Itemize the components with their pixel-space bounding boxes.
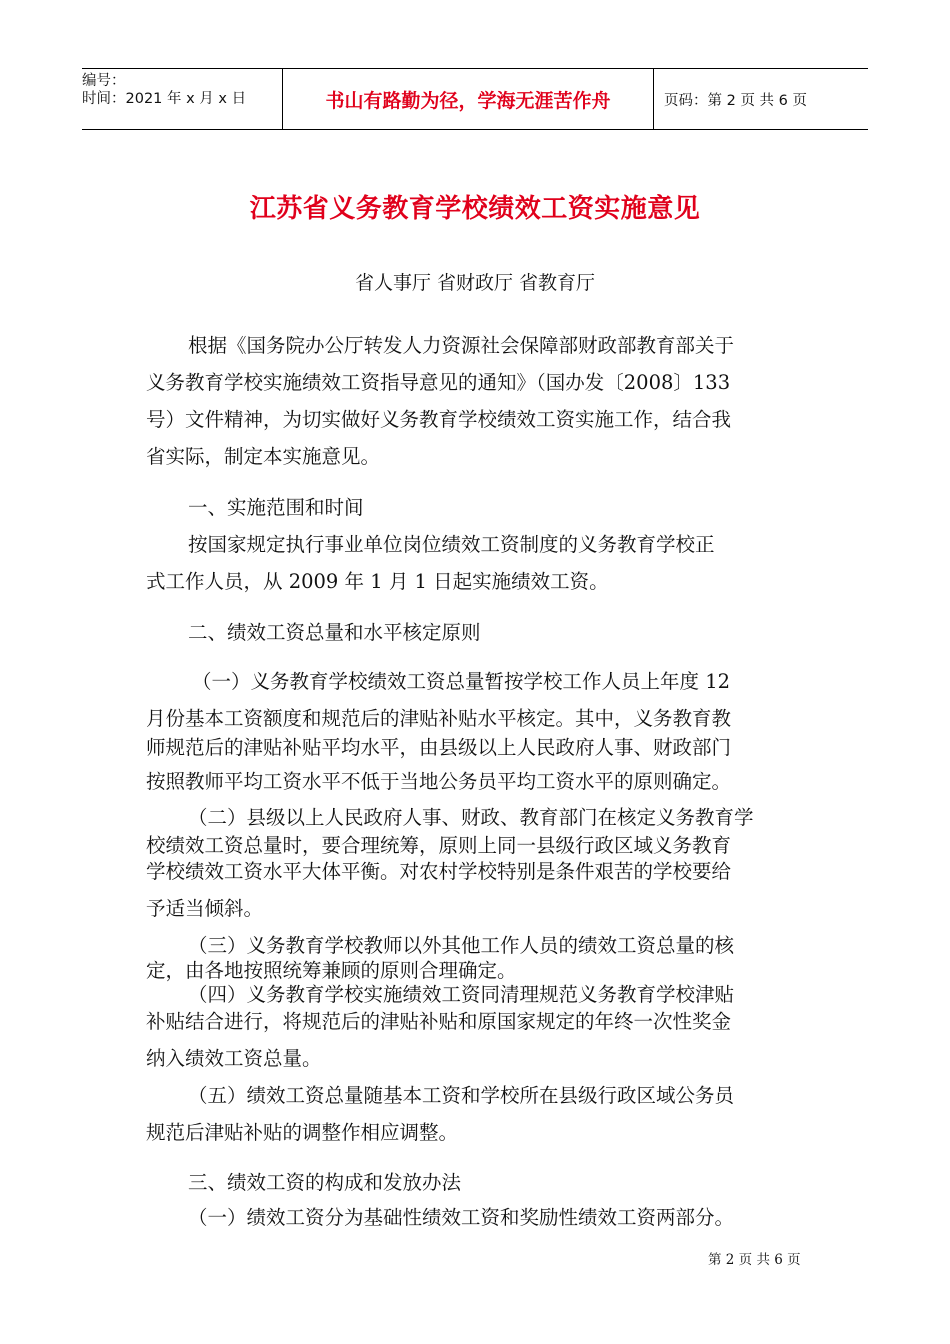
section-heading: 一、实施范围和时间 — [188, 496, 364, 519]
header-table — [82, 68, 868, 130]
paragraph-line: （四）义务教育学校实施绩效工资同清理规范义务教育学校津贴 — [188, 983, 735, 1006]
paragraph-line: 按国家规定执行事业单位岗位绩效工资制度的义务教育学校正 — [188, 533, 715, 556]
number-label: 编号： — [82, 73, 126, 89]
paragraph-line: 式工作人员，从 2009 年 1 月 1 日起实施绩效工资。 — [146, 570, 609, 593]
paragraph-line: 纳入绩效工资总量。 — [146, 1047, 322, 1070]
paragraph-line: （五）绩效工资总量随基本工资和学校所在县级行政区域公务员 — [188, 1084, 735, 1107]
document-issuers: 省人事厅 省财政厅 省教育厅 — [354, 272, 596, 294]
paragraph-line: 省实际，制定本实施意见。 — [146, 445, 381, 468]
section-heading: 三、绩效工资的构成和发放办法 — [188, 1171, 462, 1194]
paragraph-line: 予适当倾斜。 — [146, 897, 264, 920]
paragraph-line: （二）县级以上人民政府人事、财政、教育部门在核定义务教育学 — [188, 806, 754, 829]
paragraph-line: 定，由各地按照统筹兼顾的原则合理确定。 — [146, 959, 517, 982]
paragraph-line: （一）义务教育学校绩效工资总量暂按学校工作人员上年度 12 — [192, 670, 731, 693]
paragraph-line: 按照教师平均工资水平不低于当地公务员平均工资水平的原则确定。 — [146, 770, 732, 793]
header-left-cell — [82, 69, 282, 129]
paragraph-line: 校绩效工资总量时，要合理统筹，原则上同一县级行政区域义务教育 — [146, 834, 732, 857]
paragraph-line: 义务教育学校实施绩效工资指导意见的通知》（国办发〔2008〕133 — [146, 371, 731, 394]
paragraph-line: 月份基本工资额度和规范后的津贴补贴水平核定。其中，义务教育教 — [146, 707, 732, 730]
paragraph-line: 根据《国务院办公厅转发人力资源社会保障部财政部教育部关于 — [188, 334, 735, 357]
paragraph-line: 师规范后的津贴补贴平均水平，由县级以上人民政府人事、财政部门 — [146, 736, 732, 759]
paragraph-line: （三）义务教育学校教师以外其他工作人员的绩效工资总量的核 — [188, 934, 735, 957]
document-title: 江苏省义务教育学校绩效工资实施意见 — [249, 194, 701, 224]
paragraph-line: （一）绩效工资分为基础性绩效工资和奖励性绩效工资两部分。 — [188, 1206, 735, 1229]
motto: 书山有路勤为径，学海无涯苦作舟 — [282, 69, 654, 129]
paragraph-line: 号）文件精神，为切实做好义务教育学校绩效工资实施工作，结合我 — [146, 408, 732, 431]
paragraph-line: 规范后津贴补贴的调整作相应调整。 — [146, 1121, 459, 1144]
time-label: 时间：2021 年 x 月 x 日 — [82, 91, 247, 107]
page-footer: 第 2 页 共 6 页 — [708, 1252, 801, 1268]
paragraph-line: 补贴结合进行，将规范后的津贴补贴和原国家规定的年终一次性奖金 — [146, 1010, 732, 1033]
page-label: 页码：第 2 页 共 6 页 — [664, 92, 807, 109]
section-heading: 二、绩效工资总量和水平核定原则 — [188, 621, 481, 644]
paragraph-line: 学校绩效工资水平大体平衡。对农村学校特别是条件艰苦的学校要给 — [146, 860, 732, 883]
